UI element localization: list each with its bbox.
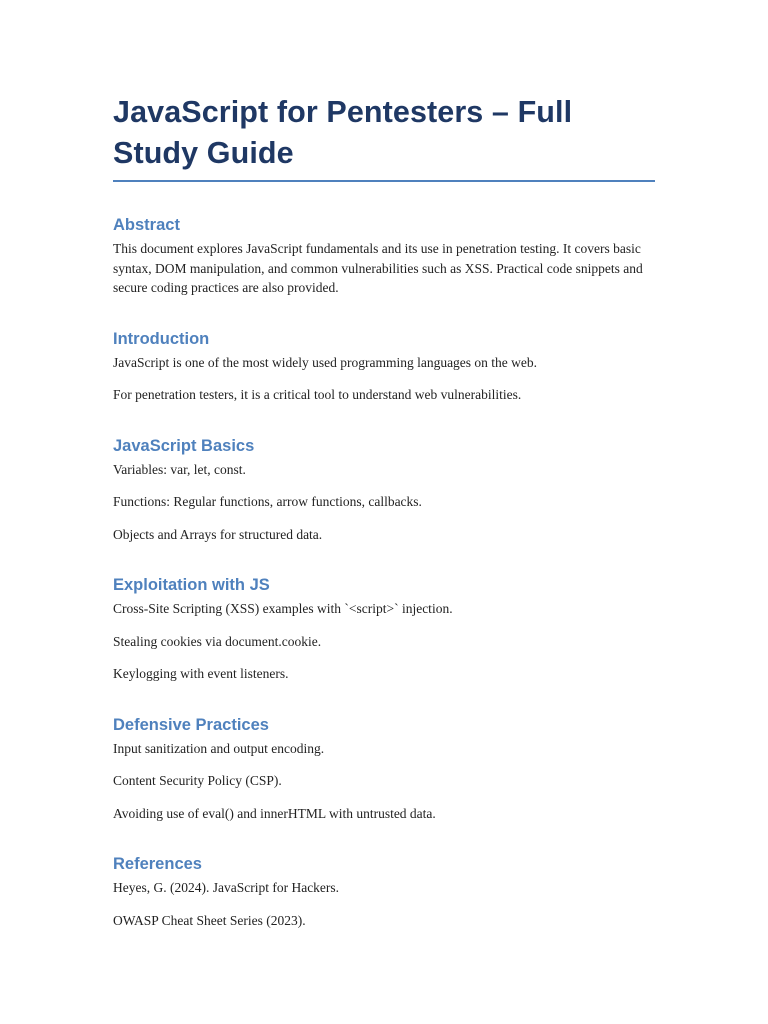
section-defensive-practices <box>113 715 655 824</box>
document-title: JavaScript for Pentesters – Full Study Guide <box>113 92 655 182</box>
paragraph: Objects and Arrays for structured data. <box>113 526 323 542</box>
paragraph: Keylogging with event listeners. <box>113 666 289 681</box>
paragraph: Cross-Site Scripting (XSS) examples with `<script>` injection. <box>113 601 453 616</box>
paragraph: Functions: Regular functions, arrow functions, callbacks. <box>113 494 422 509</box>
paragraph: Avoiding use of eval() and innerHTML with untrusted data. <box>113 805 436 821</box>
section-references <box>113 854 655 930</box>
paragraph: Input sanitization and output encoding. <box>113 740 325 756</box>
reference-item: Heyes, G. (2024). JavaScript for Hackers. <box>113 880 340 895</box>
section-javascript-basics <box>113 436 655 545</box>
document-page <box>113 92 655 930</box>
paragraph: For penetration testers, it is a critical tool to understand web vulnerabilities. <box>113 387 522 402</box>
paragraph: JavaScript is one of the most widely used programming languages on the web. <box>113 354 538 370</box>
section-heading: Exploitation with JS <box>113 576 270 594</box>
section-exploitation <box>113 575 655 684</box>
paragraph: Variables: var, let, const. <box>113 461 246 477</box>
section-heading: Defensive Practices <box>113 715 269 734</box>
reference-item: OWASP Cheat Sheet Series (2023). <box>113 912 306 928</box>
section-abstract <box>113 215 655 298</box>
section-introduction <box>113 329 655 405</box>
section-heading: JavaScript Basics <box>113 436 255 455</box>
section-heading: Introduction <box>113 329 210 348</box>
paragraph: This document explores JavaScript fundamentals and its use in penetration testing. It covers basic syntax, DOM manipulation, and common vulnerabilities such as XSS. Practical code snippets and secure coding practices are also provided. <box>113 241 643 295</box>
section-heading: References <box>113 855 202 873</box>
paragraph: Content Security Policy (CSP). <box>113 773 282 788</box>
paragraph: Stealing cookies via document.cookie. <box>113 633 322 649</box>
section-heading: Abstract <box>113 216 180 234</box>
